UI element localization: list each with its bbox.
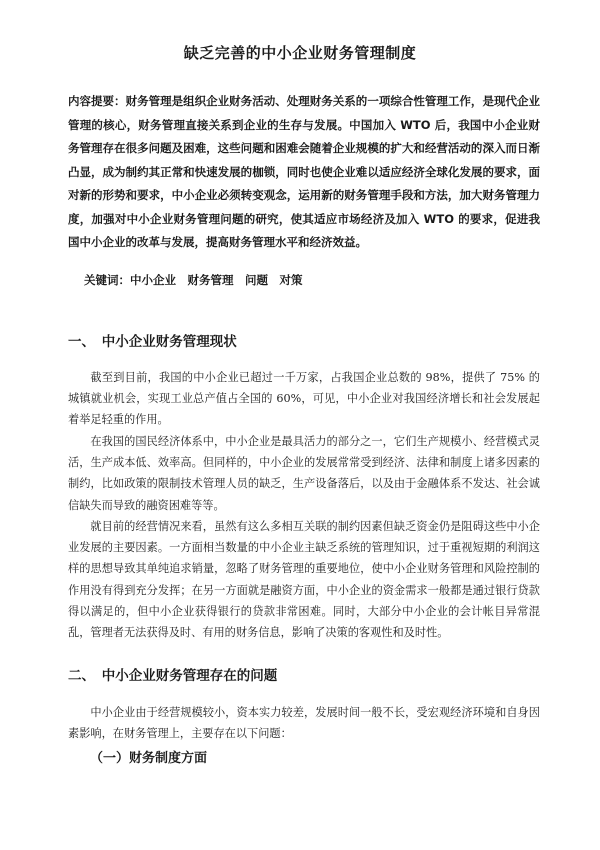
section-1-paragraph-3: 就目前的经营情况来看，虽然有这么多相互关联的制约因素但缺乏资金仍是阻碍这些中小企业发展的主要因素。一方面相当数量的中小企业主缺乏系统的管理知识，过于重视短期的利润这样的思想导致其单纯追求销量，忽略了财务管理的重要地位，使中小企业财务管理和风险控制的作用没有得到充分发挥；在另一方面就是融资方面，中小企业的资金需求一般都是通过银行贷款得以满足的，但中小企业获得银行的贷款非常困难。同时，大部分中小企业的会计帐目异常混乱，管理者无法获得及时、有用的财务信息，影响了决策的客观性和及时性。 [68,520,540,640]
abstract-text: 财务管理是组织企业财务活动、处理财务关系的一项综合性管理工作，是现代企业管理的核心，财务管理直接关系到企业的生存与发展。中国加入 WTO 后，我国中小企业财务管理存在很多问题及困难，这些问题和困难会随着企业规模的扩大和经营活动的深入而日渐凸显，成为制约其正常和快速发展的枷锁，同时也使企业难以适应经济全球化发展的要求，面对新的形势和要求，中小企业必须转变观念，运用新的财务管理手段和方法，加大财务管理力度，加强对中小企业财务管理问题的研究，使其适应市场经济及加入 WTO 的要求，促进我国中小企业的改革与发展，提高财务管理水平和经济效益。 [68,94,540,249]
section-2-heading: 二、 中小企业财务管理存在的问题 [68,668,278,684]
section-1-heading: 一、 中小企业财务管理现状 [68,334,237,350]
section-1-paragraph-2: 在我国的国民经济体系中，中小企业是最具活力的部分之一，它们生产规模小、经营模式灵活，生产成本低、效率高。但同样的，中小企业的发展常常受到经济、法律和制度上诸多因素的制约，比如政策的限制技术管理人员的缺乏，生产设备落后，以及由于金融体系不发达、社会诚信缺失而导致的融资困难等等。 [68,435,540,512]
section-2-subheading: （一）财务制度方面 [90,751,208,766]
section-1-paragraph-1: 截至到目前，我国的中小企业已超过一千万家，占我国企业总数的 98%，提供了 75% 的城镇就业机会，实现工业总产值占全国的 60%，可见，中小企业对我国经济增长和社会发展起着举足轻重的作用。 [68,371,540,427]
keywords: 关键词：中小企业 财务管理 问题 对策 [84,273,303,287]
abstract-label: 内容提要： [68,94,126,108]
abstract [68,90,540,255]
document-title: 缺乏完善的中小企业财务管理制度 [183,44,417,62]
section-2-paragraph-1: 中小企业由于经营规模较小，资本实力较差，发展时间一般不长，受宏观经济环境和自身因素影响，在财务管理上，主要存在以下问题： [68,706,540,741]
